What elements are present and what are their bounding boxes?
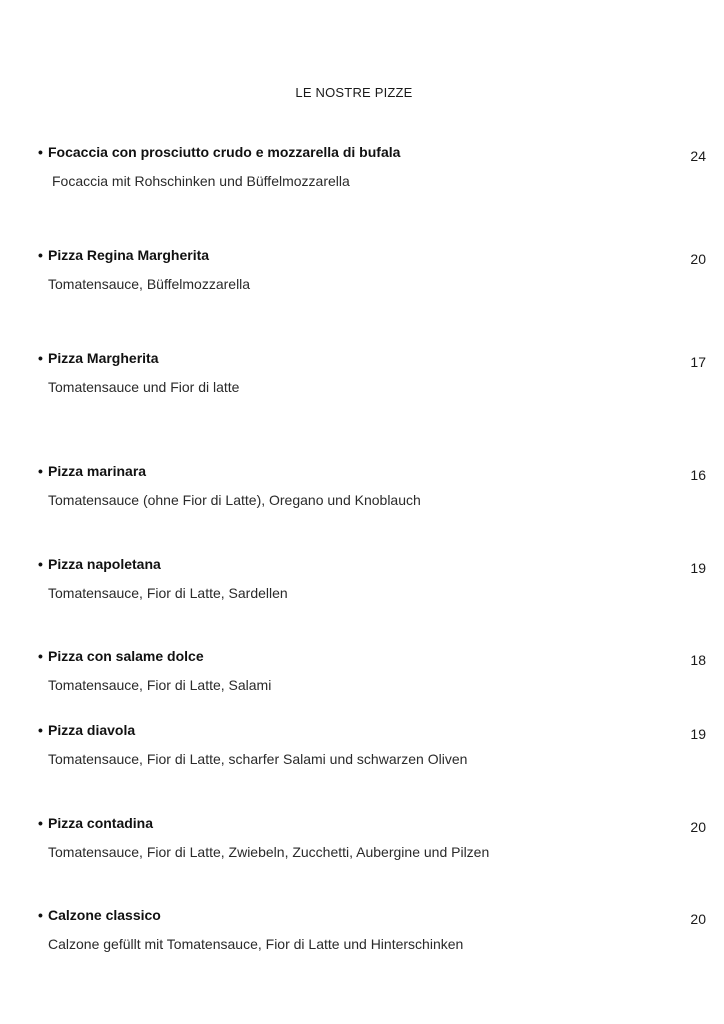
item-name (38, 349, 710, 367)
menu-item-napoletana (38, 555, 710, 602)
bullet: • (38, 463, 43, 479)
menu-item-margherita (38, 349, 710, 396)
item-price: 24 (690, 148, 706, 164)
item-name-text: Pizza Margherita (48, 350, 159, 366)
item-price: 19 (690, 560, 706, 576)
bullet: • (38, 247, 43, 263)
item-description: Focaccia mit Rohschinken und Büffelmozzarella (52, 173, 350, 189)
item-name (38, 647, 710, 665)
item-price: 20 (690, 911, 706, 927)
item-name (38, 462, 710, 480)
bullet: • (38, 815, 43, 831)
item-name-text: Pizza contadina (48, 815, 154, 831)
item-name-text: Pizza con salame dolce (48, 648, 204, 664)
item-description: Tomatensauce (ohne Fior di Latte), Oregano und Knoblauch (48, 492, 421, 508)
bullet: • (38, 144, 43, 160)
bullet: • (38, 648, 43, 664)
item-name (38, 814, 710, 832)
item-name (38, 906, 710, 924)
bullet: • (38, 907, 43, 923)
item-name-text: Calzone classico (48, 907, 161, 923)
menu-item-diavola (38, 721, 710, 768)
item-price: 18 (690, 652, 706, 668)
item-description: Tomatensauce, Fior di Latte, Zwiebeln, Zucchetti, Aubergine und Pilzen (48, 844, 490, 860)
bullet: • (38, 722, 43, 738)
item-description: Tomatensauce, Fior di Latte, scharfer Salami und schwarzen Oliven (48, 751, 468, 767)
item-name-text: Pizza Regina Margherita (48, 247, 210, 263)
item-name (38, 721, 710, 739)
bullet: • (38, 556, 43, 572)
menu-item-contadina (38, 814, 710, 861)
item-price: 17 (690, 354, 706, 370)
item-name-text: Pizza marinara (48, 463, 147, 479)
item-name-text: Pizza napoletana (48, 556, 161, 572)
item-description: Calzone gefüllt mit Tomatensauce, Fior di Latte und Hinterschinken (48, 936, 464, 952)
item-name (38, 246, 710, 264)
item-description: Tomatensauce und Fior di latte (48, 379, 240, 395)
bullet: • (38, 350, 43, 366)
item-name-text: Pizza diavola (48, 722, 136, 738)
item-price: 19 (690, 726, 706, 742)
item-name-text: Focaccia con prosciutto crudo e mozzarella di bufala (48, 144, 401, 160)
menu-item-regina-margherita (38, 246, 710, 293)
item-price: 16 (690, 467, 706, 483)
item-description: Tomatensauce, Büffelmozzarella (48, 276, 251, 292)
item-price: 20 (690, 819, 706, 835)
item-description: Tomatensauce, Fior di Latte, Salami (48, 677, 272, 693)
item-price: 20 (690, 251, 706, 267)
item-name (38, 143, 710, 161)
menu-item-marinara (38, 462, 710, 509)
menu-item-focaccia (38, 143, 710, 190)
menu-title: LE NOSTRE PIZZE (295, 85, 413, 100)
menu-item-calzone-classico (38, 906, 710, 953)
item-name (38, 555, 710, 573)
menu-item-salame-dolce (38, 647, 710, 694)
item-description: Tomatensauce, Fior di Latte, Sardellen (48, 585, 288, 601)
